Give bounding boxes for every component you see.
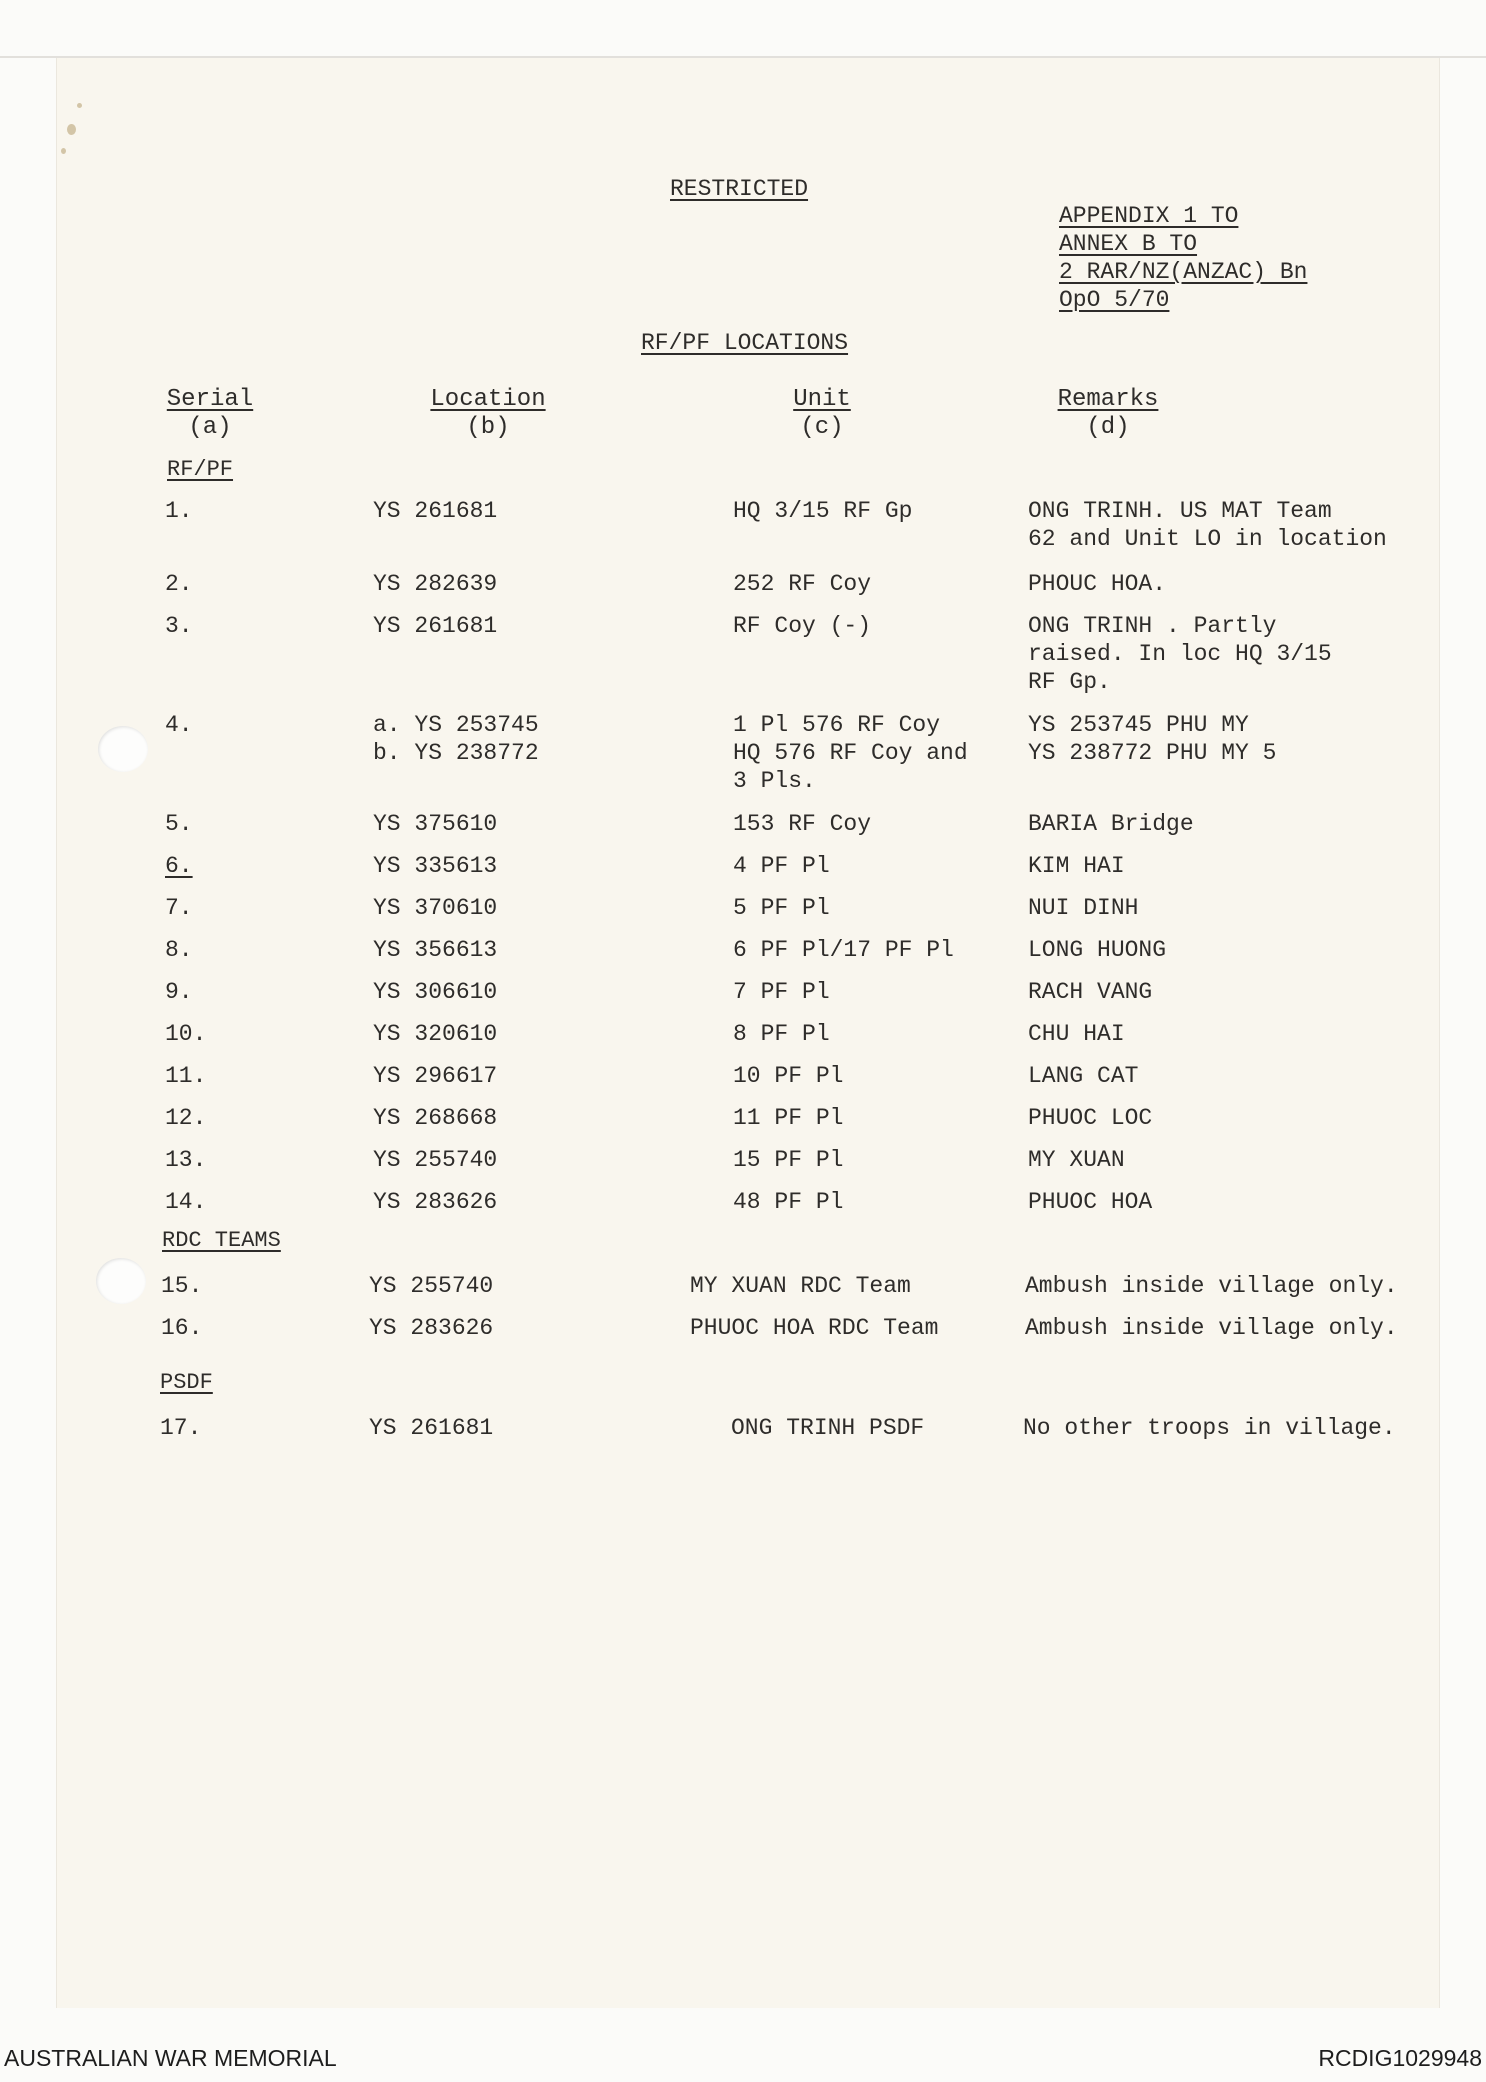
table-row [0, 570, 1486, 597]
table-row [0, 1188, 1486, 1215]
unit-cell: 11 PF Pl [733, 1105, 844, 1131]
unit-cell: 153 RF Coy [733, 811, 872, 837]
serial-cell: 15. [161, 1273, 203, 1299]
column-header-label: Location [430, 386, 546, 413]
remarks-cell: ONG TRINH. US MAT Team 62 and Unit LO in location [1028, 498, 1387, 552]
table-row [0, 497, 1486, 552]
remarks-cell: RACH VANG [1028, 979, 1153, 1005]
unit-cell: 7 PF Pl [733, 979, 830, 1005]
table-row [0, 1146, 1486, 1173]
unit-cell: PHUOC HOA RDC Team [690, 1315, 939, 1341]
remarks-cell: NUI DINH [1028, 895, 1139, 921]
remarks-cell: ONG TRINH . Partly raised. In loc HQ 3/15 RF Gp. [1028, 613, 1332, 695]
document-title: RF/PF LOCATIONS [641, 330, 849, 356]
appendix-line: OpO 5/70 [1059, 287, 1170, 313]
serial-cell: 4. [165, 712, 193, 738]
serial-cell: 17. [160, 1415, 202, 1441]
location-cell: YS 356613 [373, 937, 498, 963]
unit-cell: 252 RF Coy [733, 571, 872, 597]
location-cell: YS 255740 [369, 1273, 494, 1299]
serial-cell: 14. [165, 1189, 207, 1215]
location-cell: YS 261681 [369, 1415, 494, 1441]
punch-hole-bottom [96, 1258, 146, 1304]
unit-cell: 10 PF Pl [733, 1063, 844, 1089]
column-header-remarks [1045, 386, 1171, 442]
serial-cell: 8. [165, 937, 193, 963]
serial-cell: 3. [165, 613, 193, 639]
unit-cell: 1 Pl 576 RF Coy HQ 576 RF Coy and 3 Pls. [733, 712, 968, 794]
table-row [0, 1272, 1486, 1299]
appendix-line: APPENDIX 1 TO [1059, 203, 1239, 229]
remarks-cell: MY XUAN [1028, 1147, 1125, 1173]
location-cell: YS 296617 [373, 1063, 498, 1089]
serial-cell: 10. [165, 1021, 207, 1047]
appendix-line: 2 RAR/NZ(ANZAC) Bn [1059, 259, 1308, 285]
column-header-label: Serial [166, 386, 254, 413]
column-header-serial [155, 386, 265, 442]
remarks-cell: LONG HUONG [1028, 937, 1167, 963]
unit-cell: 15 PF Pl [733, 1147, 844, 1173]
remarks-cell: PHUOC HOA [1028, 1189, 1153, 1215]
location-cell: YS 283626 [373, 1189, 498, 1215]
remarks-cell: PHUOC LOC [1028, 1105, 1153, 1131]
serial-cell: 6. [165, 853, 193, 879]
unit-cell: 6 PF Pl/17 PF Pl [733, 937, 954, 963]
table-row [0, 936, 1486, 963]
unit-cell: MY XUAN RDC Team [690, 1273, 911, 1299]
classification-label: RESTRICTED [670, 176, 809, 202]
section-heading-rfpf: RF/PF [167, 457, 234, 482]
remarks-cell: Ambush inside village only. [1025, 1315, 1398, 1341]
unit-cell: 48 PF Pl [733, 1189, 844, 1215]
remarks-cell: YS 253745 PHU MY YS 238772 PHU MY 5 [1028, 712, 1277, 766]
location-cell: YS 261681 [373, 613, 498, 639]
table-row [0, 1414, 1486, 1441]
remarks-cell: PHOUC HOA. [1028, 571, 1167, 597]
column-header-label: Remarks [1057, 386, 1159, 413]
unit-cell: ONG TRINH PSDF [731, 1415, 925, 1441]
column-header-sub: (b) [466, 414, 510, 441]
serial-cell: 16. [161, 1315, 203, 1341]
remarks-cell: LANG CAT [1028, 1063, 1139, 1089]
location-cell: YS 375610 [373, 811, 498, 837]
stain-mark [67, 124, 76, 135]
stain-mark [61, 148, 66, 154]
column-header-sub: (d) [1086, 414, 1130, 441]
table-row [0, 1020, 1486, 1047]
table-row [0, 852, 1486, 879]
column-header-sub: (a) [188, 414, 232, 441]
column-header-unit [768, 386, 876, 442]
location-cell: YS 268668 [373, 1105, 498, 1131]
location-cell: YS 261681 [373, 498, 498, 524]
table-row [0, 894, 1486, 921]
location-cell: YS 335613 [373, 853, 498, 879]
serial-cell: 7. [165, 895, 193, 921]
remarks-cell: No other troops in village. [1023, 1415, 1396, 1441]
remarks-cell: Ambush inside village only. [1025, 1273, 1398, 1299]
serial-cell: 5. [165, 811, 193, 837]
unit-cell: 4 PF Pl [733, 853, 830, 879]
serial-cell: 9. [165, 979, 193, 1005]
serial-cell: 12. [165, 1105, 207, 1131]
table-row [0, 810, 1486, 837]
location-cell: YS 320610 [373, 1021, 498, 1047]
location-cell: YS 370610 [373, 895, 498, 921]
table-row [0, 612, 1486, 695]
unit-cell: HQ 3/15 RF Gp [733, 498, 913, 524]
column-header-location [420, 386, 556, 442]
remarks-cell: BARIA Bridge [1028, 811, 1194, 837]
footer-institution: AUSTRALIAN WAR MEMORIAL [4, 2045, 337, 2071]
appendix-line: ANNEX B TO [1059, 231, 1198, 257]
remarks-cell: CHU HAI [1028, 1021, 1125, 1047]
punch-hole-top [98, 726, 148, 772]
table-row [0, 711, 1486, 794]
serial-cell: 1. [165, 498, 193, 524]
section-heading-rdc-teams: RDC TEAMS [162, 1228, 281, 1253]
unit-cell: 8 PF Pl [733, 1021, 830, 1047]
table-row [0, 1062, 1486, 1089]
location-cell: YS 282639 [373, 571, 498, 597]
serial-cell: 13. [165, 1147, 207, 1173]
remarks-cell: KIM HAI [1028, 853, 1125, 879]
table-row [0, 1314, 1486, 1341]
section-heading-psdf: PSDF [160, 1370, 213, 1395]
table-row [0, 978, 1486, 1005]
unit-cell: RF Coy (-) [733, 613, 872, 639]
location-cell: YS 255740 [373, 1147, 498, 1173]
column-header-label: Unit [793, 386, 851, 413]
column-header-sub: (c) [800, 414, 844, 441]
stain-mark [77, 103, 82, 108]
unit-cell: 5 PF Pl [733, 895, 830, 921]
location-cell: a. YS 253745 b. YS 238772 [373, 712, 539, 766]
table-row [0, 1104, 1486, 1131]
location-cell: YS 306610 [373, 979, 498, 1005]
location-cell: YS 283626 [369, 1315, 494, 1341]
serial-cell: 11. [165, 1063, 207, 1089]
footer-item-id: RCDIG1029948 [1318, 2045, 1482, 2071]
serial-cell: 2. [165, 571, 193, 597]
